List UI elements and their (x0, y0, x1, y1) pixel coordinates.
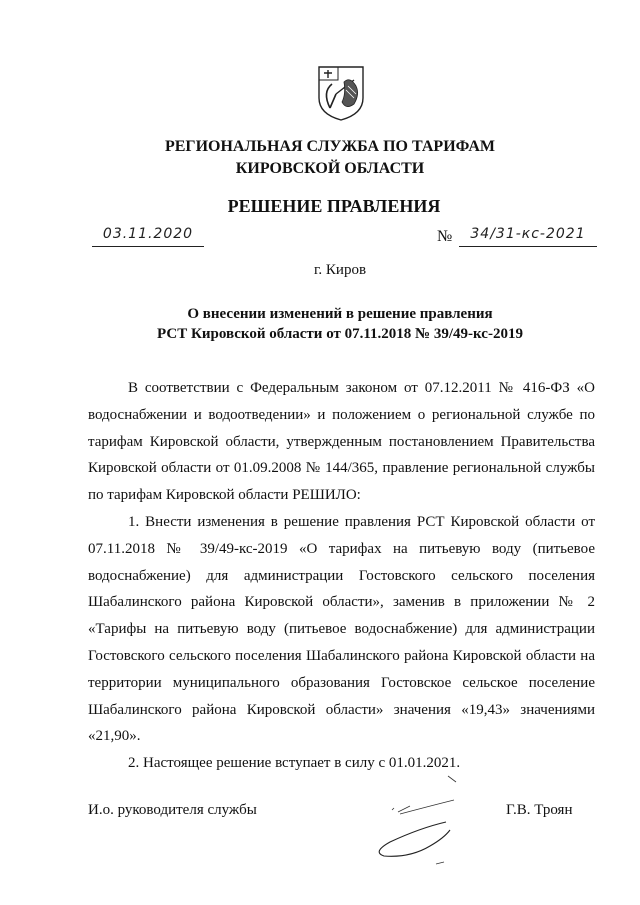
subject-line-1: О внесении изменений в решение правления (187, 306, 493, 322)
organization-name (0, 136, 640, 180)
document-date: 03.11.2020 (92, 226, 204, 247)
signatory-role: И.о. руководителя службы (88, 802, 257, 818)
document-title: РЕШЕНИЕ ПРАВЛЕНИЯ (227, 196, 441, 216)
document-number: 34/31-кс-2021 (459, 226, 597, 247)
coat-of-arms-icon (316, 64, 366, 122)
subject-line-2: РСТ Кировской области от 07.11.2018 № 39/49-кс-2019 (157, 326, 523, 342)
document-body (88, 375, 595, 777)
city: г. Киров (313, 262, 367, 278)
number-sign: № (437, 228, 453, 245)
paragraph-preamble: В соответствии с Федеральным законом от 07.12.2011 № 416-ФЗ «О водоснабжении и водоотведении» и положением о региональной службе по тарифам Кировской области, утвержденным постановлением Правительства Кировской области от 01.09.2008 № 144/365, правление региональной службы по тарифам Кировской области РЕШИЛО: (88, 380, 595, 504)
document-subject (20, 304, 640, 344)
signatory-name: Г.В. Троян (506, 802, 573, 818)
signature-icon (370, 772, 480, 872)
paragraph-item-1: 1. Внести изменения в решение правления РСТ Кировской области от 07.11.2018 № 39/49-кс-2019 «О тарифах на питьевую воду (питьевое водоснабжение) для администрации Гостовского сельского поселения Шабалинского района Кировской области», заменив в приложении № 2 «Тарифы на питьевую воду (питьевое водоснабжение) для администрации Гостовского сельского поселения Шабалинского района Кировской области на территории муниципального образования Гостовское сельское поселение Шабалинского района Кировской области» значения «19,43» значениями «21,90». (88, 513, 595, 745)
org-name-line-2: КИРОВСКОЙ ОБЛАСТИ (235, 160, 425, 177)
paragraph-item-2: 2. Настоящее решение вступает в силу с 01.01.2021. (128, 755, 461, 772)
org-name-line-1: РЕГИОНАЛЬНАЯ СЛУЖБА ПО ТАРИФАМ (164, 138, 496, 155)
